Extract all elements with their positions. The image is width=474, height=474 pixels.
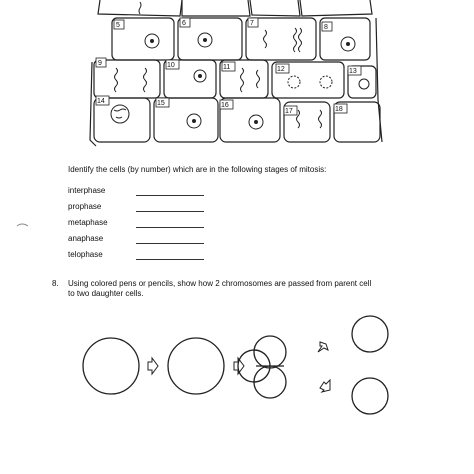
question-text: Using colored pens or pencils, show how 2 chromosomes are passed from parent cell to two daughter cells. xyxy=(68,279,372,298)
answer-blank[interactable] xyxy=(136,227,204,228)
svg-text:8: 8 xyxy=(324,24,328,31)
arrow-down-icon xyxy=(320,380,330,392)
svg-text:13: 13 xyxy=(349,68,357,75)
answer-blank[interactable] xyxy=(136,195,204,196)
svg-text:15: 15 xyxy=(157,100,165,107)
parent-cell-circle xyxy=(83,338,139,394)
svg-text:11: 11 xyxy=(223,64,231,71)
daughter-cell-top xyxy=(352,316,388,352)
svg-text:10: 10 xyxy=(167,62,175,69)
svg-text:7: 7 xyxy=(250,20,254,27)
cell-label-16 xyxy=(220,100,233,109)
cell-label-8 xyxy=(322,22,332,31)
stage-label: prophase xyxy=(68,202,102,211)
stage-label: telophase xyxy=(68,250,103,259)
cell-label-13 xyxy=(348,66,361,75)
answer-blank[interactable] xyxy=(136,243,204,244)
answer-blank[interactable] xyxy=(136,211,204,212)
cell-label-15 xyxy=(156,98,169,107)
cell-grid-drawing xyxy=(0,0,474,150)
cell-label-14 xyxy=(96,96,109,105)
cell-label-18 xyxy=(334,104,347,113)
svg-text:14: 14 xyxy=(97,98,105,105)
svg-text:5: 5 xyxy=(116,22,120,29)
daughter-cell-bottom xyxy=(352,378,388,414)
svg-text:6: 6 xyxy=(182,20,186,27)
svg-text:12: 12 xyxy=(277,66,285,73)
svg-text:16: 16 xyxy=(221,102,229,109)
cell-division-diagram xyxy=(0,300,474,474)
arrow-icon xyxy=(148,358,158,374)
cell-label-5 xyxy=(114,20,124,29)
stage-label: metaphase xyxy=(68,218,108,227)
cell-label-17 xyxy=(284,106,297,115)
question-number: 8. xyxy=(52,279,59,288)
stage-label: anaphase xyxy=(68,234,104,243)
svg-text:9: 9 xyxy=(98,60,102,67)
cell-label-12 xyxy=(276,64,289,73)
cell-label-10 xyxy=(166,60,179,69)
arrow-up-icon xyxy=(318,342,328,352)
margin-mark xyxy=(16,220,30,232)
stage-label: interphase xyxy=(68,186,106,195)
svg-text:18: 18 xyxy=(335,106,343,113)
cell-label-7 xyxy=(248,18,258,27)
cell-circle xyxy=(168,338,224,394)
answer-blank[interactable] xyxy=(136,259,204,260)
identify-instruction: Identify the cells (by number) which are in the following stages of mitosis: xyxy=(68,165,327,174)
cell-label-9 xyxy=(96,58,106,67)
svg-text:17: 17 xyxy=(285,108,293,115)
cell-label-6 xyxy=(180,18,190,27)
cell-label-11 xyxy=(222,62,235,71)
